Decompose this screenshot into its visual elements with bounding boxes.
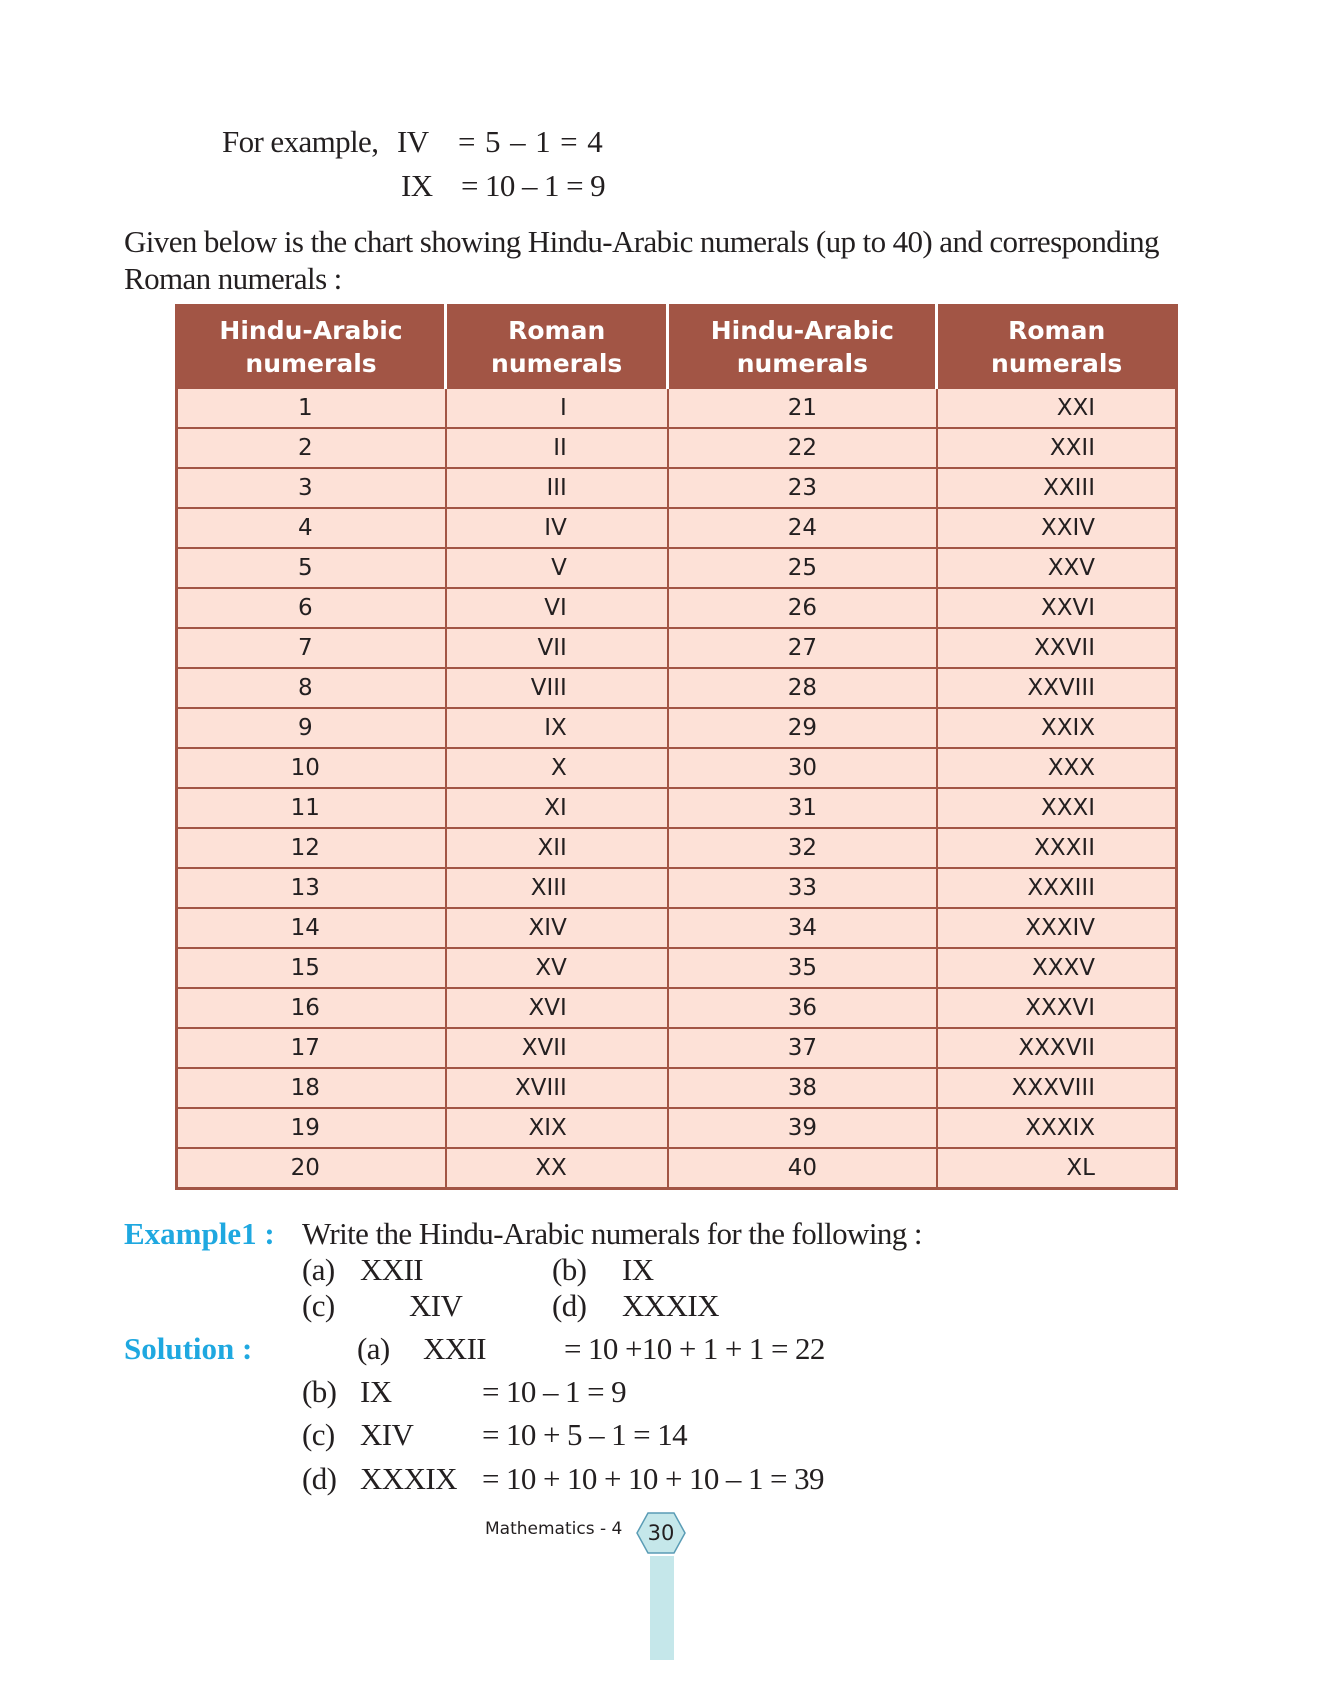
roman-cell: XIII <box>446 868 668 908</box>
hindu-arabic-cell: 14 <box>177 908 446 948</box>
roman-cell: XXI <box>937 388 1177 428</box>
hindu-arabic-cell: 15 <box>177 948 446 988</box>
hindu-arabic-cell: 28 <box>668 668 937 708</box>
example-label: Example1 : <box>124 1216 275 1251</box>
hindu-arabic-cell: 32 <box>668 828 937 868</box>
roman-cell: V <box>446 548 668 588</box>
roman-cell: XXXVIII <box>937 1068 1177 1108</box>
header-line: numerals <box>991 349 1123 378</box>
example-item-b-key: (b) <box>552 1252 587 1287</box>
table-row <box>177 1028 1177 1068</box>
table-row <box>177 668 1177 708</box>
roman-cell: XL <box>937 1148 1177 1189</box>
roman-cell: XXV <box>937 548 1177 588</box>
table-row <box>177 588 1177 628</box>
table-row <box>177 548 1177 588</box>
hindu-arabic-cell: 13 <box>177 868 446 908</box>
numerals-table <box>175 304 1178 1190</box>
roman-cell: VI <box>446 588 668 628</box>
roman-cell: XIX <box>446 1108 668 1148</box>
solution-a-key: (a) <box>357 1331 390 1366</box>
hindu-arabic-cell: 19 <box>177 1108 446 1148</box>
roman-cell: XXVII <box>937 628 1177 668</box>
roman-cell: XVII <box>446 1028 668 1068</box>
example-item-d-key: (d) <box>552 1288 587 1323</box>
hindu-arabic-cell: 7 <box>177 628 446 668</box>
hindu-arabic-cell: 3 <box>177 468 446 508</box>
roman-cell: VII <box>446 628 668 668</box>
table-row <box>177 628 1177 668</box>
hindu-arabic-cell: 34 <box>668 908 937 948</box>
chart-caption-line1: Given below is the chart showing Hindu-Arabic numerals (up to 40) and corresponding <box>124 224 1159 259</box>
hindu-arabic-cell: 16 <box>177 988 446 1028</box>
header-line: Roman <box>1008 316 1106 345</box>
hindu-arabic-cell: 23 <box>668 468 937 508</box>
header-line: Hindu-Arabic <box>710 316 894 345</box>
example-roman-ix: IX <box>401 168 433 203</box>
header-hindu-arabic-2 <box>668 306 937 389</box>
roman-cell: XXXII <box>937 828 1177 868</box>
hindu-arabic-cell: 8 <box>177 668 446 708</box>
chart-caption-line2: Roman numerals : <box>124 261 342 296</box>
roman-cell: XXXVII <box>937 1028 1177 1068</box>
roman-cell: XXII <box>937 428 1177 468</box>
table-row <box>177 708 1177 748</box>
hindu-arabic-cell: 37 <box>668 1028 937 1068</box>
table-body <box>177 388 1177 1189</box>
roman-cell: XII <box>446 828 668 868</box>
hindu-arabic-cell: 4 <box>177 508 446 548</box>
header-hindu-arabic-1 <box>177 306 446 389</box>
solution-b-expression: = 10 – 1 = 9 <box>482 1374 627 1409</box>
roman-cell: XXIII <box>937 468 1177 508</box>
roman-cell: XXXIV <box>937 908 1177 948</box>
roman-cell: XXXVI <box>937 988 1177 1028</box>
roman-cell: VIII <box>446 668 668 708</box>
roman-cell: XXX <box>937 748 1177 788</box>
solution-d-expression: = 10 + 10 + 10 + 10 – 1 = 39 <box>482 1461 824 1496</box>
roman-cell: XXXV <box>937 948 1177 988</box>
header-line: Roman <box>508 316 606 345</box>
hindu-arabic-cell: 31 <box>668 788 937 828</box>
page-number: 30 <box>647 1521 675 1545</box>
hindu-arabic-cell: 5 <box>177 548 446 588</box>
book-title: Mathematics - 4 <box>485 1519 623 1539</box>
roman-cell: II <box>446 428 668 468</box>
header-line: Hindu-Arabic <box>219 316 403 345</box>
roman-cell: X <box>446 748 668 788</box>
hindu-arabic-cell: 22 <box>668 428 937 468</box>
solution-b-key: (b) <box>302 1374 337 1409</box>
roman-cell: III <box>446 468 668 508</box>
roman-cell: XXIX <box>937 708 1177 748</box>
hindu-arabic-cell: 29 <box>668 708 937 748</box>
header-line: numerals <box>736 349 868 378</box>
roman-cell: XXIV <box>937 508 1177 548</box>
roman-cell: XIV <box>446 908 668 948</box>
solution-d-roman: XXXIX <box>360 1461 457 1496</box>
solution-label: Solution : <box>124 1331 253 1366</box>
hindu-arabic-cell: 18 <box>177 1068 446 1108</box>
example-item-b-value: IX <box>622 1252 654 1287</box>
hindu-arabic-cell: 11 <box>177 788 446 828</box>
example-item-a-value: XXII <box>360 1252 424 1287</box>
example-prompt: Write the Hindu-Arabic numerals for the following : <box>302 1216 922 1251</box>
hindu-arabic-cell: 33 <box>668 868 937 908</box>
header-roman-2 <box>937 306 1177 389</box>
roman-cell: IV <box>446 508 668 548</box>
hindu-arabic-cell: 9 <box>177 708 446 748</box>
header-line: numerals <box>245 349 377 378</box>
roman-cell: XV <box>446 948 668 988</box>
table-row <box>177 788 1177 828</box>
table-row <box>177 508 1177 548</box>
solution-b-roman: IX <box>360 1374 392 1409</box>
roman-cell: XVIII <box>446 1068 668 1108</box>
roman-cell: XXVI <box>937 588 1177 628</box>
roman-cell: XXXIX <box>937 1108 1177 1148</box>
roman-cell: XI <box>446 788 668 828</box>
hindu-arabic-cell: 40 <box>668 1148 937 1189</box>
example-item-a-key: (a) <box>302 1252 335 1287</box>
table-row <box>177 468 1177 508</box>
hindu-arabic-cell: 24 <box>668 508 937 548</box>
hindu-arabic-cell: 2 <box>177 428 446 468</box>
example-expression-iv: = 5 – 1 = 4 <box>458 124 603 159</box>
header-roman-1 <box>446 306 668 389</box>
page-tab-bar <box>650 1556 674 1660</box>
roman-cell: XXVIII <box>937 668 1177 708</box>
example-expression-ix: = 10 – 1 = 9 <box>461 168 606 203</box>
table-row <box>177 1068 1177 1108</box>
hindu-arabic-cell: 10 <box>177 748 446 788</box>
table-row <box>177 1148 1177 1189</box>
hindu-arabic-cell: 25 <box>668 548 937 588</box>
hindu-arabic-cell: 21 <box>668 388 937 428</box>
header-line: numerals <box>491 349 623 378</box>
roman-cell: XXXIII <box>937 868 1177 908</box>
hindu-arabic-cell: 17 <box>177 1028 446 1068</box>
table-row <box>177 948 1177 988</box>
hindu-arabic-cell: 30 <box>668 748 937 788</box>
solution-a-roman: XXII <box>423 1331 487 1366</box>
roman-cell: IX <box>446 708 668 748</box>
hindu-arabic-cell: 26 <box>668 588 937 628</box>
roman-cell: XVI <box>446 988 668 1028</box>
hindu-arabic-cell: 35 <box>668 948 937 988</box>
table-row <box>177 1108 1177 1148</box>
hindu-arabic-cell: 12 <box>177 828 446 868</box>
table-row <box>177 868 1177 908</box>
hindu-arabic-cell: 1 <box>177 388 446 428</box>
solution-c-key: (c) <box>302 1417 335 1452</box>
solution-a-expression: = 10 +10 + 1 + 1 = 22 <box>564 1331 825 1366</box>
hindu-arabic-cell: 39 <box>668 1108 937 1148</box>
hindu-arabic-cell: 20 <box>177 1148 446 1189</box>
roman-cell: XX <box>446 1148 668 1189</box>
table-row <box>177 748 1177 788</box>
table-row <box>177 428 1177 468</box>
solution-d-key: (d) <box>302 1461 337 1496</box>
for-example-label: For example, <box>222 124 379 159</box>
example-item-d-value: XXXIX <box>622 1288 719 1323</box>
roman-cell: XXXI <box>937 788 1177 828</box>
table-header-row <box>177 306 1177 389</box>
hindu-arabic-cell: 27 <box>668 628 937 668</box>
example-item-c-key: (c) <box>302 1288 335 1323</box>
example-item-c-value: XIV <box>409 1288 463 1323</box>
roman-cell: I <box>446 388 668 428</box>
table-row <box>177 388 1177 428</box>
hindu-arabic-cell: 36 <box>668 988 937 1028</box>
hindu-arabic-cell: 38 <box>668 1068 937 1108</box>
hindu-arabic-cell: 6 <box>177 588 446 628</box>
solution-c-roman: XIV <box>360 1417 414 1452</box>
table-row <box>177 988 1177 1028</box>
solution-c-expression: = 10 + 5 – 1 = 14 <box>482 1417 687 1452</box>
table-row <box>177 828 1177 868</box>
table-row <box>177 908 1177 948</box>
example-roman-iv: IV <box>397 124 429 159</box>
